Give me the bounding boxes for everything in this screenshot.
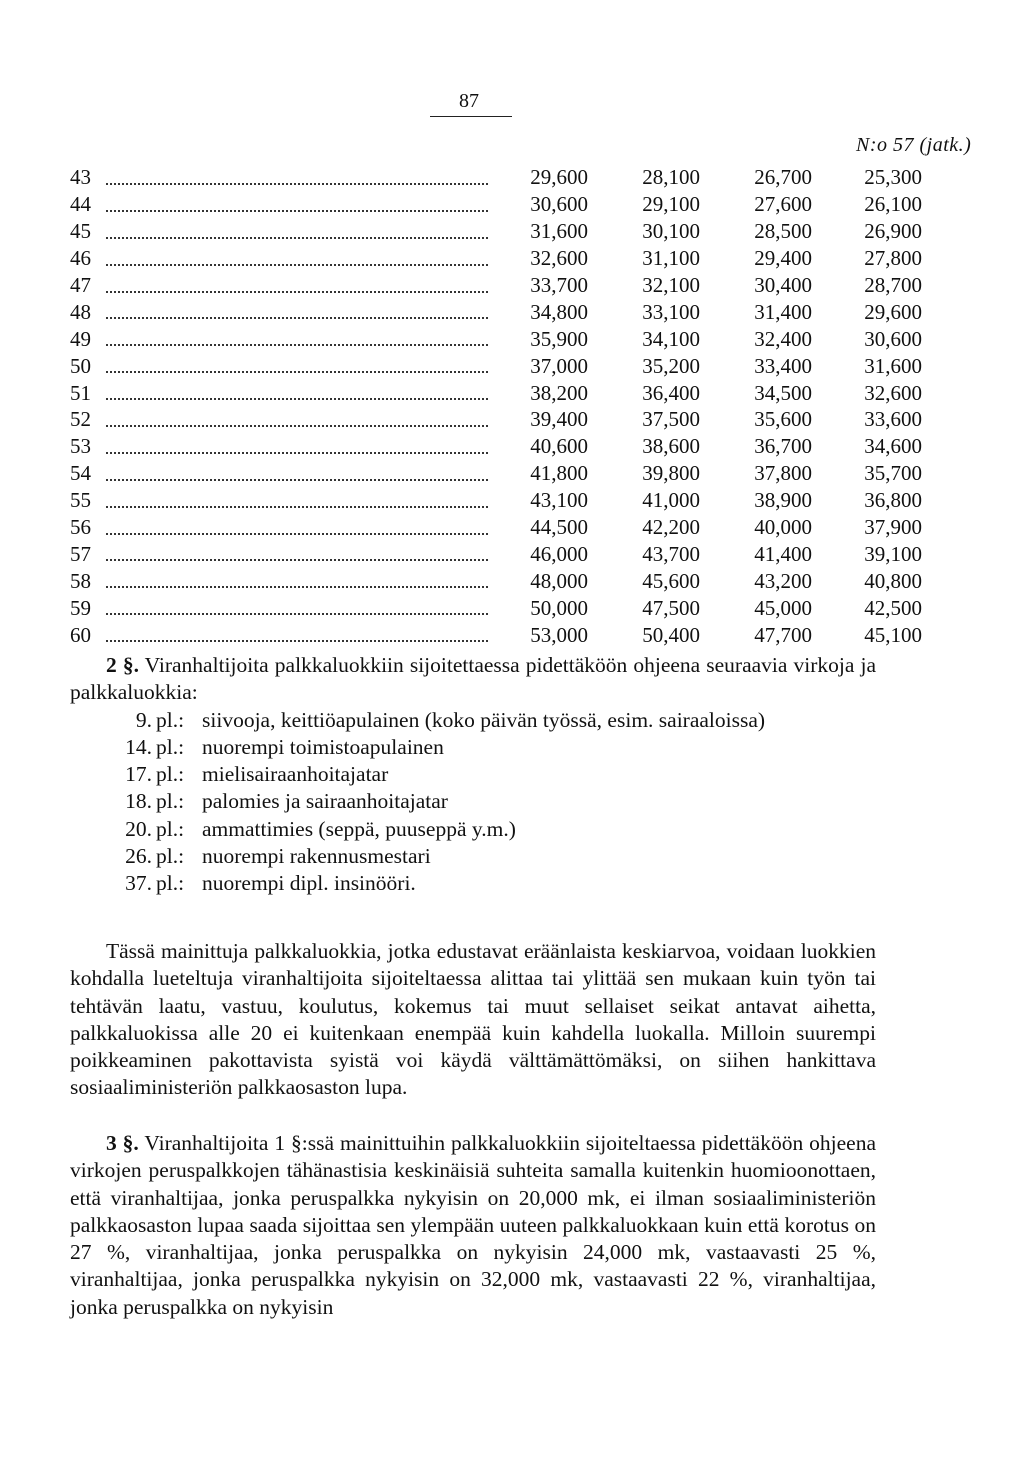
salary-grade: 55 — [70, 488, 91, 513]
section-3-paragraph — [70, 1130, 876, 1321]
salary-value: 53,000 — [530, 622, 588, 647]
salary-value: 29,600 — [530, 165, 588, 190]
salary-value: 37,800 — [754, 461, 812, 486]
salary-table — [70, 164, 922, 648]
salary-grade: 49 — [70, 326, 91, 351]
dot-leader — [106, 218, 496, 245]
salary-value: 42,500 — [864, 595, 922, 620]
position-pl-label: pl.: — [156, 707, 185, 732]
position-pl-label: pl.: — [156, 734, 185, 759]
table-row — [70, 164, 922, 191]
salary-grade: 59 — [70, 595, 91, 620]
salary-grade: 51 — [70, 380, 91, 405]
salary-value: 35,900 — [530, 326, 588, 351]
dot-leader — [106, 164, 496, 191]
dot-leader — [106, 272, 496, 299]
list-item — [70, 816, 876, 843]
salary-value: 38,900 — [754, 488, 812, 513]
table-row — [70, 594, 922, 621]
salary-value: 39,800 — [642, 461, 700, 486]
table-row — [70, 406, 922, 433]
salary-value: 44,500 — [530, 515, 588, 540]
salary-grade: 47 — [70, 273, 91, 297]
salary-value: 31,600 — [864, 353, 922, 378]
salary-value: 47,700 — [754, 622, 812, 647]
dot-leader — [106, 245, 496, 272]
salary-grade: 44 — [70, 192, 91, 217]
salary-grade: 48 — [70, 299, 91, 324]
salary-value: 39,100 — [864, 541, 922, 566]
salary-value: 35,200 — [642, 353, 700, 378]
table-row — [70, 514, 922, 541]
section-3 — [70, 1130, 876, 1321]
salary-value: 25,300 — [864, 165, 922, 190]
salary-value: 31,600 — [530, 219, 588, 244]
position-title: nuorempi toimistoapulainen — [202, 734, 444, 759]
salary-grade: 57 — [70, 541, 91, 566]
salary-value: 36,800 — [864, 488, 922, 513]
list-item — [70, 707, 876, 734]
salary-value: 32,600 — [864, 380, 922, 405]
salary-value: 35,600 — [754, 407, 812, 432]
salary-value: 34,800 — [530, 299, 588, 324]
salary-value: 37,900 — [864, 515, 922, 540]
table-row — [70, 487, 922, 514]
section-2-intro — [70, 652, 876, 707]
salary-value: 32,600 — [530, 246, 588, 271]
salary-value: 50,000 — [530, 595, 588, 620]
table-row — [70, 325, 922, 352]
salary-value: 37,500 — [642, 407, 700, 432]
salary-value: 41,000 — [642, 488, 700, 513]
salary-value: 38,600 — [642, 434, 700, 459]
dot-leader — [106, 406, 496, 433]
salary-value: 41,400 — [754, 541, 812, 566]
position-grade: 20. — [125, 816, 152, 841]
position-pl-label: pl.: — [156, 844, 185, 869]
dot-leader — [106, 621, 496, 648]
salary-value: 30,600 — [530, 192, 588, 217]
position-pl-label: pl.: — [156, 816, 185, 841]
dot-leader — [106, 325, 496, 352]
salary-value: 26,700 — [754, 165, 812, 190]
position-grade: 37. — [125, 871, 152, 896]
salary-grade: 50 — [70, 353, 91, 378]
position-title: siivooja, keittiöapulainen (koko päivän työssä, esim. sairaaloissa) — [202, 707, 766, 732]
dot-leader — [106, 487, 496, 514]
table-row — [70, 245, 922, 272]
position-title: mielisairaanhoitajatar — [202, 762, 389, 787]
position-pl-label: pl.: — [156, 789, 185, 814]
section-2-intro-text: Viranhaltijoita palkkaluokkiin sijoitettaessa pidettäköön ohjeena seuraavia virkoja ja palkkaluokkia: — [70, 653, 876, 705]
salary-value: 28,700 — [864, 273, 922, 297]
salary-grade: 58 — [70, 568, 91, 593]
salary-value: 31,400 — [754, 299, 812, 324]
salary-value: 43,100 — [530, 488, 588, 513]
salary-value: 26,900 — [864, 219, 922, 244]
salary-grade: 54 — [70, 461, 91, 486]
section-2-body-text: Tässä mainittuja palkkaluokkia, jotka edustavat eräänlaista keskiarvoa, voidaan luokkien kohdalla lueteltuja viranhaltijoita sijoiteltaessa alittaa tai ylittää sen mukaan kuin työn tai tehtävän laatu, vastuu, koulutus, kokemus tai muut sellaiset seikat antavat aihetta, palkkaluokissa alle 20 ei kuitenkaan enempää kuin kahdella luokalla. Milloin suurempi poikkeaminen pakottavista syistä voi käydä välttämättömäksi, on siihen hankittava sosiaaliministeriön palkkaosaston lupa. — [70, 939, 876, 1100]
section-3-text: Viranhaltijoita 1 §:ssä mainittuihin palkkaluokkiin sijoiteltaessa pidettäköön ohjeena virkojen peruspalkkojen tähänastisia keskinäisiä suhteita samalla kuitenkin huomioonottaen, että viranhaltijaa, jonka peruspalkka nykyisin on 20,000 mk, ei ilman sosiaaliministeriön palkkaosaston lupaa saada sijoittaa sen ylempään uuteen palkkaluokkaan kuin että korotus on 27 %, viranhaltijaa, jonka peruspalkka on nykyisin 24,000 mk, vastaavasti 25 %, viranhaltijaa, jonka peruspalkka nykyisin on 32,000 mk, vastaavasti 22 %, viranhaltijaa, jonka peruspalkka on nykyisin — [70, 1131, 876, 1319]
salary-value: 41,800 — [530, 461, 588, 486]
salary-grade: 52 — [70, 407, 91, 432]
table-row — [70, 621, 922, 648]
salary-value: 30,100 — [642, 219, 700, 244]
table-row — [70, 352, 922, 379]
salary-value: 42,200 — [642, 515, 700, 540]
list-item — [70, 843, 876, 870]
salary-value: 29,600 — [864, 299, 922, 324]
continuation-label: N:o 57 (jatk.) — [856, 134, 972, 156]
dot-leader — [106, 352, 496, 379]
dot-leader — [106, 460, 496, 487]
dot-leader — [106, 433, 496, 460]
salary-value: 50,400 — [642, 622, 700, 647]
salary-value: 34,500 — [754, 380, 812, 405]
salary-value: 40,800 — [864, 568, 922, 593]
salary-value: 45,100 — [864, 622, 922, 647]
salary-value: 31,100 — [642, 246, 700, 271]
dot-leader — [106, 540, 496, 567]
position-title: nuorempi dipl. insinööri. — [202, 871, 416, 896]
dot-leader — [106, 191, 496, 218]
salary-grade: 60 — [70, 622, 91, 647]
salary-value: 40,600 — [530, 434, 588, 459]
salary-grade: 53 — [70, 434, 91, 459]
salary-value: 33,600 — [864, 407, 922, 432]
salary-value: 27,600 — [754, 192, 812, 217]
position-grade: 14. — [125, 734, 152, 759]
salary-grade: 45 — [70, 219, 91, 244]
salary-value: 30,400 — [754, 273, 812, 297]
dot-leader — [106, 298, 496, 325]
salary-value: 37,000 — [530, 353, 588, 378]
dot-leader — [106, 567, 496, 594]
salary-value: 38,200 — [530, 380, 588, 405]
salary-value: 43,700 — [642, 541, 700, 566]
position-title: nuorempi rakennusmestari — [202, 844, 431, 869]
list-item — [70, 870, 876, 897]
salary-grade: 46 — [70, 246, 91, 271]
section-2 — [70, 652, 876, 898]
salary-value: 29,100 — [642, 192, 700, 217]
salary-value: 29,400 — [754, 246, 812, 271]
table-row — [70, 433, 922, 460]
salary-value: 30,600 — [864, 326, 922, 351]
salary-value: 28,500 — [754, 219, 812, 244]
position-grade: 17. — [125, 762, 152, 787]
list-item — [70, 734, 876, 761]
salary-value: 36,400 — [642, 380, 700, 405]
table-row — [70, 540, 922, 567]
table-row — [70, 567, 922, 594]
list-item — [70, 761, 876, 788]
dot-leader — [106, 594, 496, 621]
table-row — [70, 379, 922, 406]
position-title: palomies ja sairaanhoitajatar — [202, 789, 448, 814]
position-title: ammattimies (seppä, puuseppä y.m.) — [202, 816, 516, 841]
position-list — [70, 707, 876, 898]
dot-leader — [106, 379, 496, 406]
salary-value: 45,000 — [754, 595, 812, 620]
salary-value: 26,100 — [864, 192, 922, 217]
salary-value: 33,100 — [642, 299, 700, 324]
salary-value: 32,400 — [754, 326, 812, 351]
salary-value: 32,100 — [642, 273, 700, 297]
salary-grade: 43 — [70, 165, 91, 190]
salary-value: 36,700 — [754, 434, 812, 459]
salary-value: 35,700 — [864, 461, 922, 486]
salary-value: 34,100 — [642, 326, 700, 351]
table-row — [70, 218, 922, 245]
salary-grade: 56 — [70, 515, 91, 540]
position-grade: 18. — [125, 789, 152, 814]
table-row — [70, 191, 922, 218]
page-number-rule — [430, 116, 512, 117]
dot-leader — [106, 514, 496, 541]
salary-value: 33,400 — [754, 353, 812, 378]
salary-value: 47,500 — [642, 595, 700, 620]
list-item — [70, 788, 876, 815]
salary-value: 43,200 — [754, 568, 812, 593]
section-3-label: 3 §. — [106, 1131, 139, 1155]
position-grade: 9. — [135, 707, 152, 732]
salary-value: 27,800 — [864, 246, 922, 271]
salary-value: 40,000 — [754, 515, 812, 540]
salary-value: 48,000 — [530, 568, 588, 593]
salary-value: 39,400 — [530, 407, 588, 432]
page-number: 87 — [459, 90, 479, 112]
table-row — [70, 298, 922, 325]
salary-value: 45,600 — [642, 568, 700, 593]
salary-value: 28,100 — [642, 165, 700, 190]
section-2-body — [70, 938, 876, 1102]
salary-value: 46,000 — [530, 541, 588, 566]
table-row — [70, 272, 922, 299]
position-grade: 26. — [125, 844, 152, 869]
table-row — [70, 460, 922, 487]
section-2-label: 2 §. — [106, 653, 139, 677]
position-pl-label: pl.: — [156, 871, 185, 896]
salary-table-body — [70, 164, 922, 648]
salary-value: 34,600 — [864, 434, 922, 459]
salary-value: 33,700 — [530, 273, 588, 297]
position-pl-label: pl.: — [156, 762, 185, 787]
